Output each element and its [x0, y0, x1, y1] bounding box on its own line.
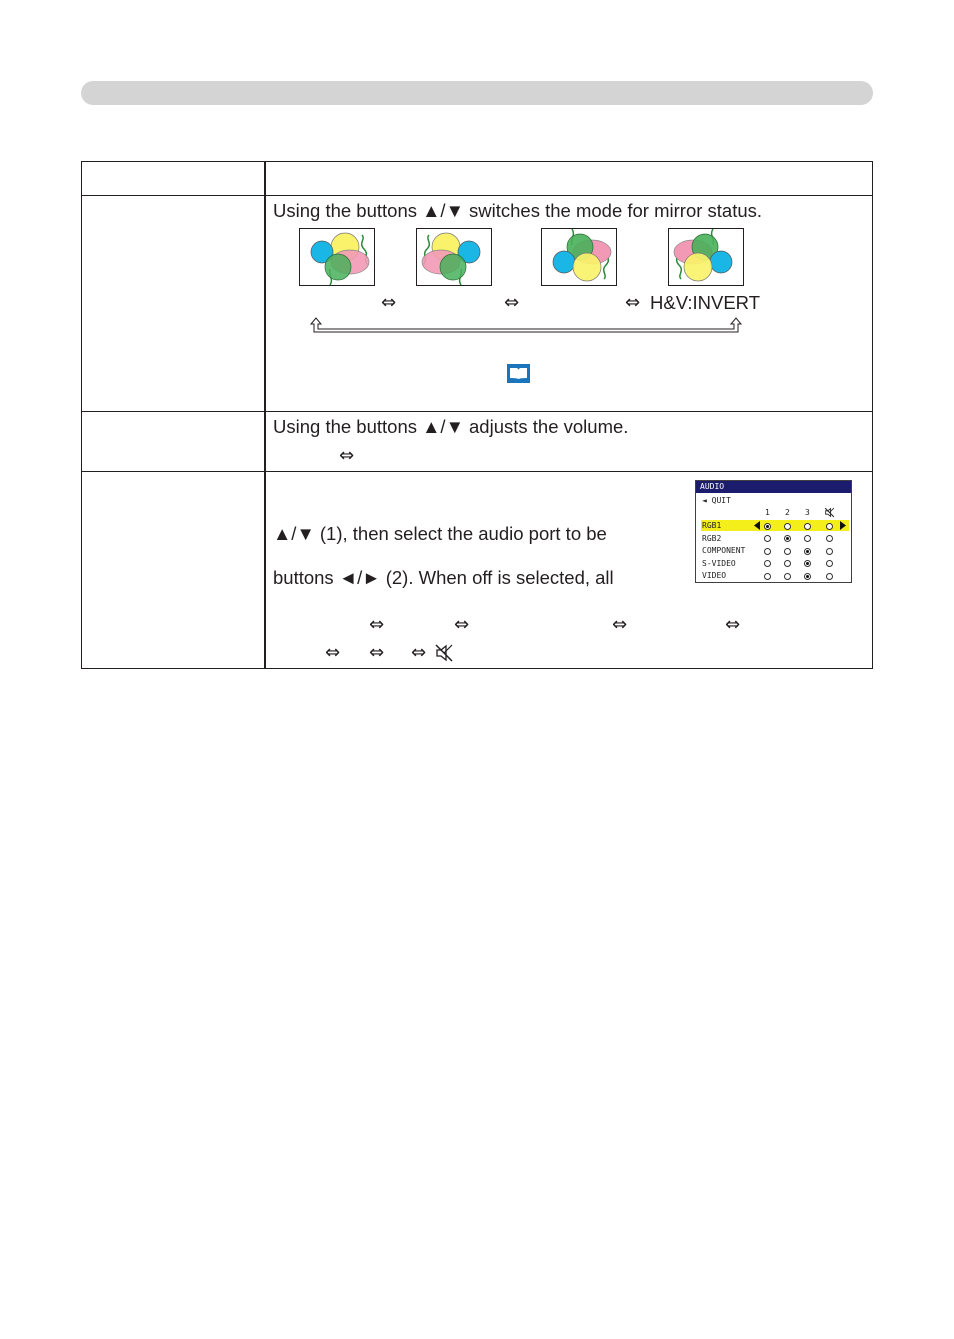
- audio-radio-button[interactable]: [764, 548, 771, 555]
- audio-port-label[interactable]: S-VIDEO: [702, 558, 736, 568]
- mirror-v-invert-thumbnail: [541, 228, 617, 286]
- mirror-normal-thumbnail: [299, 228, 375, 286]
- right-arrow-icon[interactable]: [840, 521, 847, 530]
- cycle-arrow-icon: ⇔: [625, 292, 641, 313]
- quit-menu-item[interactable]: ◄ QUIT: [702, 496, 731, 505]
- audio-radio-button[interactable]: [784, 548, 791, 555]
- audio-radio-button[interactable]: [826, 548, 833, 555]
- column-header-3: 3: [805, 508, 810, 517]
- audio-menu-panel: [695, 480, 852, 583]
- audio-radio-button[interactable]: [804, 535, 811, 542]
- column-header-1: 1: [765, 508, 770, 517]
- audio-menu-title: AUDIO: [696, 481, 851, 493]
- audio-radio-button[interactable]: [764, 560, 771, 567]
- audio-radio-button[interactable]: [826, 523, 833, 530]
- mirror-cycle-last: H&V:INVERT: [650, 292, 760, 313]
- audio-description-line: buttons ◄/► (2). When off is selected, all: [273, 567, 614, 588]
- section-header-bar: [81, 81, 873, 105]
- speaker-muted-icon: [824, 507, 835, 518]
- audio-radio-button[interactable]: [804, 560, 811, 567]
- cycle-arrow-icon: ⇔: [504, 292, 520, 313]
- audio-radio-button[interactable]: [826, 573, 833, 580]
- audio-radio-button[interactable]: [804, 548, 811, 555]
- cycle-arrow-icon: ⇔: [725, 614, 741, 635]
- cycle-arrow-icon: ⇔: [381, 292, 397, 313]
- audio-description-line: ▲/▼ (1), then select the audio port to be: [273, 523, 607, 544]
- table-divider: [82, 471, 872, 472]
- mirror-h-invert-thumbnail: [416, 228, 492, 286]
- cycle-arrow-icon: ⇔: [325, 642, 341, 663]
- audio-radio-button[interactable]: [804, 573, 811, 580]
- left-arrow-icon[interactable]: [754, 521, 761, 530]
- audio-radio-button[interactable]: [764, 523, 771, 530]
- speaker-muted-icon: [434, 643, 454, 663]
- audio-port-label[interactable]: RGB2: [702, 533, 722, 543]
- cycle-arrow-icon: ⇔: [612, 614, 628, 635]
- cycle-arrow-icon: ⇔: [339, 445, 355, 466]
- audio-port-label[interactable]: COMPONENT: [702, 546, 746, 555]
- column-header-2: 2: [785, 508, 790, 517]
- audio-radio-button[interactable]: [804, 523, 811, 530]
- cycle-arrow-icon: ⇔: [454, 614, 470, 635]
- audio-port-label[interactable]: VIDEO: [702, 571, 727, 580]
- book-icon: [507, 364, 530, 383]
- audio-radio-button[interactable]: [784, 573, 791, 580]
- audio-radio-button[interactable]: [784, 523, 791, 530]
- cycle-arrow-icon: ⇔: [411, 642, 427, 663]
- table-divider: [82, 195, 872, 196]
- audio-radio-button[interactable]: [764, 535, 771, 542]
- volume-description: Using the buttons ▲/▼ adjusts the volume.: [273, 416, 629, 437]
- cycle-arrow-icon: ⇔: [369, 614, 385, 635]
- cycle-return-arrow-icon: [308, 314, 744, 336]
- table-column-divider: [264, 162, 266, 668]
- cycle-arrow-icon: ⇔: [369, 642, 385, 663]
- audio-radio-button[interactable]: [826, 535, 833, 542]
- table-divider: [82, 411, 872, 412]
- audio-radio-button[interactable]: [784, 535, 791, 542]
- mirror-hv-invert-thumbnail: [668, 228, 744, 286]
- audio-radio-button[interactable]: [764, 573, 771, 580]
- audio-port-label[interactable]: RGB1: [702, 521, 722, 530]
- audio-radio-button[interactable]: [826, 560, 833, 567]
- mirror-description: Using the buttons ▲/▼ switches the mode for mirror status.: [273, 200, 763, 221]
- audio-radio-button[interactable]: [784, 560, 791, 567]
